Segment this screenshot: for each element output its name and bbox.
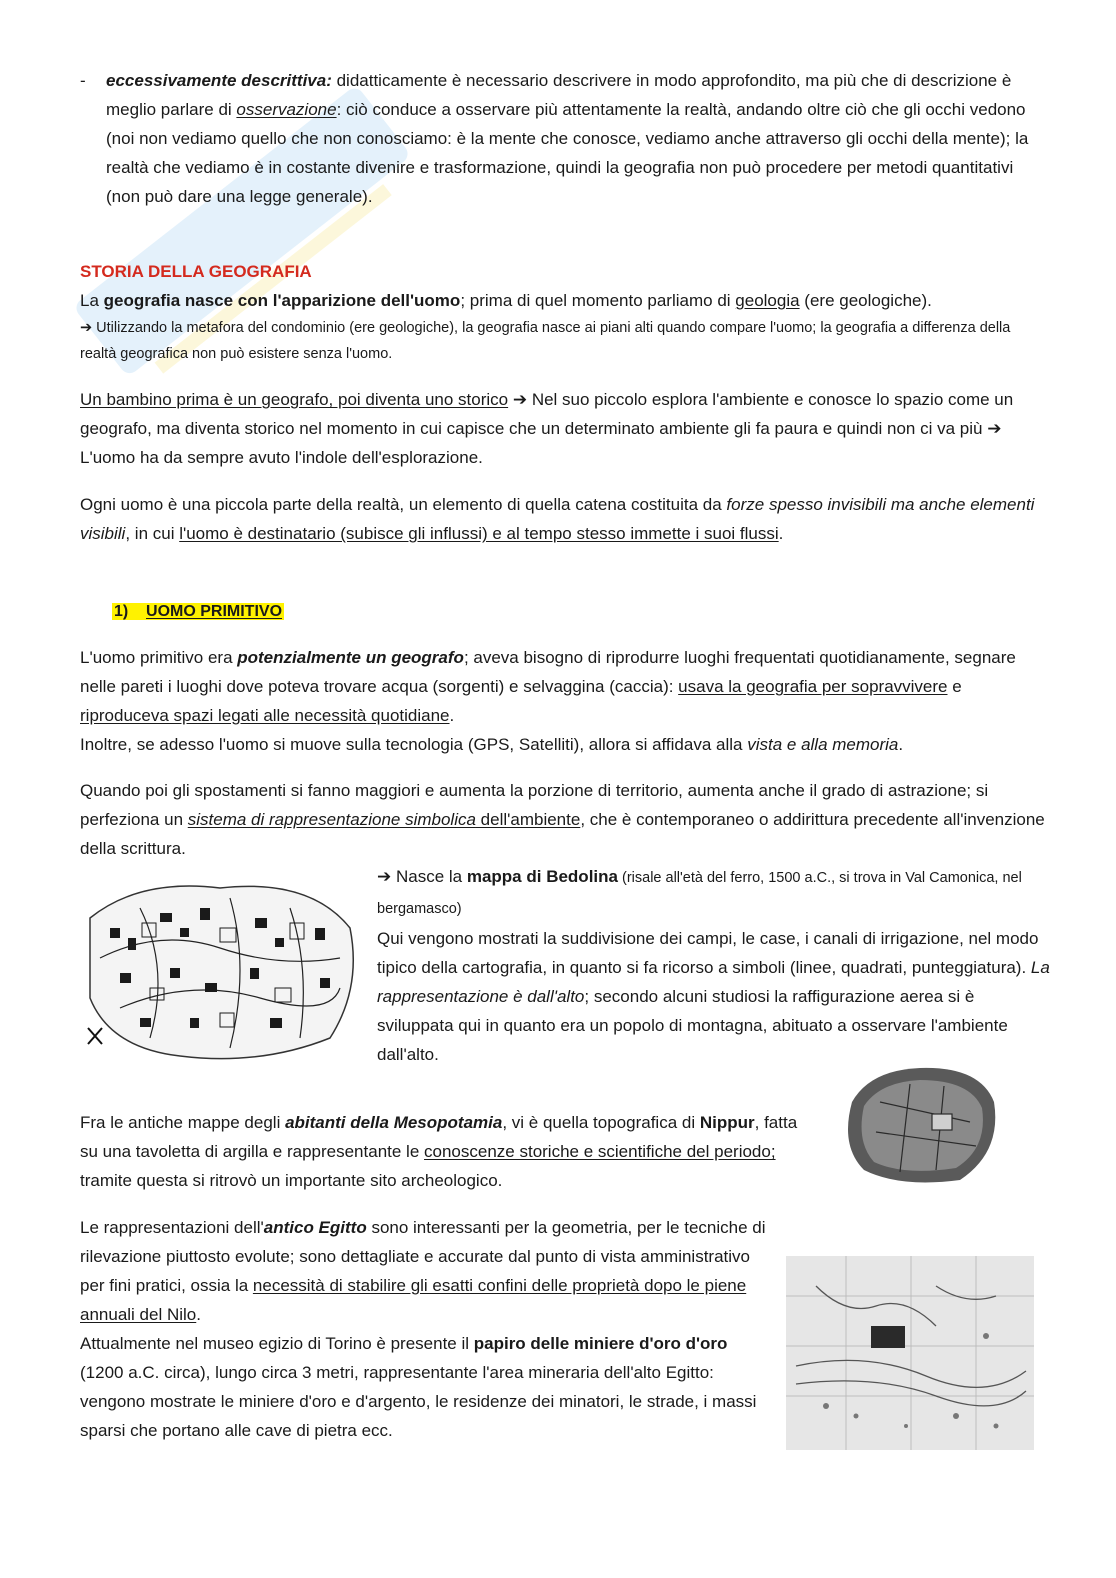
text-run: Le rappresentazioni dell' [80,1218,264,1237]
text-run: Nel suo piccolo esplora l'ambiente e conosce lo spazio come un geografo, ma diventa storico nel momento in cui capisce che un determinato ambiente gli fa paura e quindi non ci va più [80,390,1014,438]
arrow-icon: ➔ [377,867,392,886]
text-run: STORIA DELLA GEOGRAFIA [80,262,312,281]
text-run: vista e alla memoria [747,735,899,754]
text-run: . [778,524,784,543]
text-run: l'uomo è destinatario (subisce gli influssi) e al tempo stesso immette i suoi flussi [179,524,779,543]
primitivo-paragraph-1 [80,643,1050,759]
text-run: Quando poi gli spostamenti si fanno maggiori e aumenta la porzione di territorio, aumenta anche il grado di astrazione; si perfeziona un [80,781,989,829]
storia-note [80,315,1050,367]
text-run: , fatta su una tavoletta di argilla e rappresentante le [80,1113,798,1161]
storia-paragraph-1 [80,286,1050,315]
text-run: papiro delle miniere d'oro d'oro [473,1334,728,1353]
text-run: geografia nasce con l'apparizione dell'uomo [103,291,461,310]
text-run: , in cui [125,524,180,543]
intro-paragraph [106,66,1050,211]
text-run: (risale all'età del ferro, 1500 a.C., si trova in Val Camonica, nel bergamasco) [377,870,1022,917]
text-run: Nippur [699,1113,755,1132]
text-run: (1200 a.C. circa), lungo circa 3 metri, rappresentante l'area mineraria dell'alto Egitto: vengono mostrate le miniere d'oro e d'argento, le residenze dei minatori, le strade, i massi sparsi che portano alle cave di pietra ecc. [80,1363,757,1440]
text-run: (ere geologiche). [799,291,932,310]
text-run: L'uomo ha da sempre avuto l'indole dell'esplorazione. [80,448,483,467]
text-run: Attualmente nel museo egizio di Torino è presente il [80,1334,474,1353]
text-run: Un bambino prima è un geografo, poi diventa uno storico [80,390,509,409]
text-run: e [947,677,962,696]
arrow-icon: ➔ [987,419,1002,438]
text-run: sono interessanti per la geometria, per le tecniche di rilevazione piuttosto evolute; sono dettagliate e accurate dal punto di vista amministrativo per fini pratici, ossia la [80,1218,766,1295]
text-run: forze spesso invisibili ma anche elementi visibili [80,495,1035,543]
primitivo-paragraph-2 [80,776,1050,863]
nippur-paragraph [80,1108,816,1195]
text-run: La [80,291,104,310]
egitto-paragraph [80,1213,766,1445]
text-run: UOMO PRIMITIVO [146,603,283,620]
text-run: L'uomo primitivo era [80,648,238,667]
storia-paragraph-3 [80,490,1050,548]
text-run: geologia [735,291,800,310]
text-run: La rappresentazione è dall'alto [377,958,1050,1006]
text-run: Utilizzando la metafora del condominio (ere geologiche), la geografia nasce ai piani alti quando compare l'uomo; la geografia a differenza della realtà geografica non può esistere senza l'uomo. [80,320,1011,362]
text-run: Fra le antiche mappe degli [80,1113,286,1132]
text-run: Inoltre, se adesso l'uomo si muove sulla tecnologia (GPS, Satelliti), allora si affidava alla [80,735,748,754]
intro-term: eccessivamente descrittiva: [106,71,332,90]
text-run: riproduceva spazi legati alle necessità quotidiane [80,706,450,725]
text-run: abitanti della Mesopotamia [285,1113,503,1132]
text-run: ; aveva bisogno di riprodurre luoghi frequentati quotidianamente, segnare nelle pareti i luoghi dove poteva trovare acqua (sorgenti) e selvaggina (caccia): [80,648,1016,696]
text-run: antico Egitto [263,1218,367,1237]
text-run: necessità di stabilire gli esatti confini delle proprietà dopo le piene annuali del Nilo [80,1276,747,1324]
text-run: sistema di rappresentazione simbolica [187,810,476,829]
bedolina-map-image [80,868,362,1066]
arrow-icon: ➔ [80,320,93,336]
storia-paragraph-2 [80,385,1050,472]
text-run: Nasce la [391,867,467,886]
text-run: potenzialmente un geografo [237,648,464,667]
text-run: . [196,1305,201,1324]
section-title-storia [80,257,1050,286]
text-run: , che è contemporaneo o addirittura precedente all'invenzione della scrittura. [80,810,1045,858]
text-run: . [898,735,904,754]
bedolina-paragraph [377,862,1050,1069]
text-run: didatticamente è necessario descrivere in modo approfondito, ma più che di descrizione è meglio parlare di [106,71,1012,119]
text-run: . [449,706,455,725]
text-run: tramite questa si ritrovò un importante sito archeologico. [80,1171,503,1190]
arrow-icon: ➔ [508,390,532,409]
nippur-tablet-image [840,1062,1000,1186]
text-run: dell'ambiente [475,810,581,829]
text-run: conoscenze storiche e scientifiche del periodo; [424,1142,776,1161]
section-heading-primitivo [112,596,1050,626]
text-run: mappa di Bedolina [466,867,618,886]
text-run: usava la geografia per sopravvivere [678,677,948,696]
bullet-dash: - [80,71,86,90]
text-run: 1) [114,603,129,620]
text-run: : ciò conduce a osservare più attentamente la realtà, andando oltre ciò che gli occhi vedono (noi non vediamo quello che non conosciamo: è la mente che conosce, vediamo anche attraverso gli occhi della mente); la realtà che vediamo è in costante divenire e trasformazione, quindi la geografia non può procedere per metodi quantitativi (non può dare una legge generale). [106,100,1029,206]
text-run: ; prima di quel momento parliamo di [460,291,736,310]
text-run: Qui vengono mostrati la suddivisione dei campi, le case, i canali di irrigazione, nel modo tipico della cartografia, in quanto si fa ricorso a simboli (linee, quadrati, punteggiatura). [377,929,1039,977]
text-run: Ogni uomo è una piccola parte della realtà, un elemento di quella catena costituita da [80,495,727,514]
papyrus-map-image [786,1256,1034,1450]
intro-term-observation: osservazione [236,100,337,119]
text-run: , vi è quella topografica di [502,1113,700,1132]
text-run: ; secondo alcuni studiosi la raffigurazione aerea si è sviluppata qui in quanto era un popolo di montagna, abituato a osservare l'ambiente dall'alto. [377,987,1008,1064]
